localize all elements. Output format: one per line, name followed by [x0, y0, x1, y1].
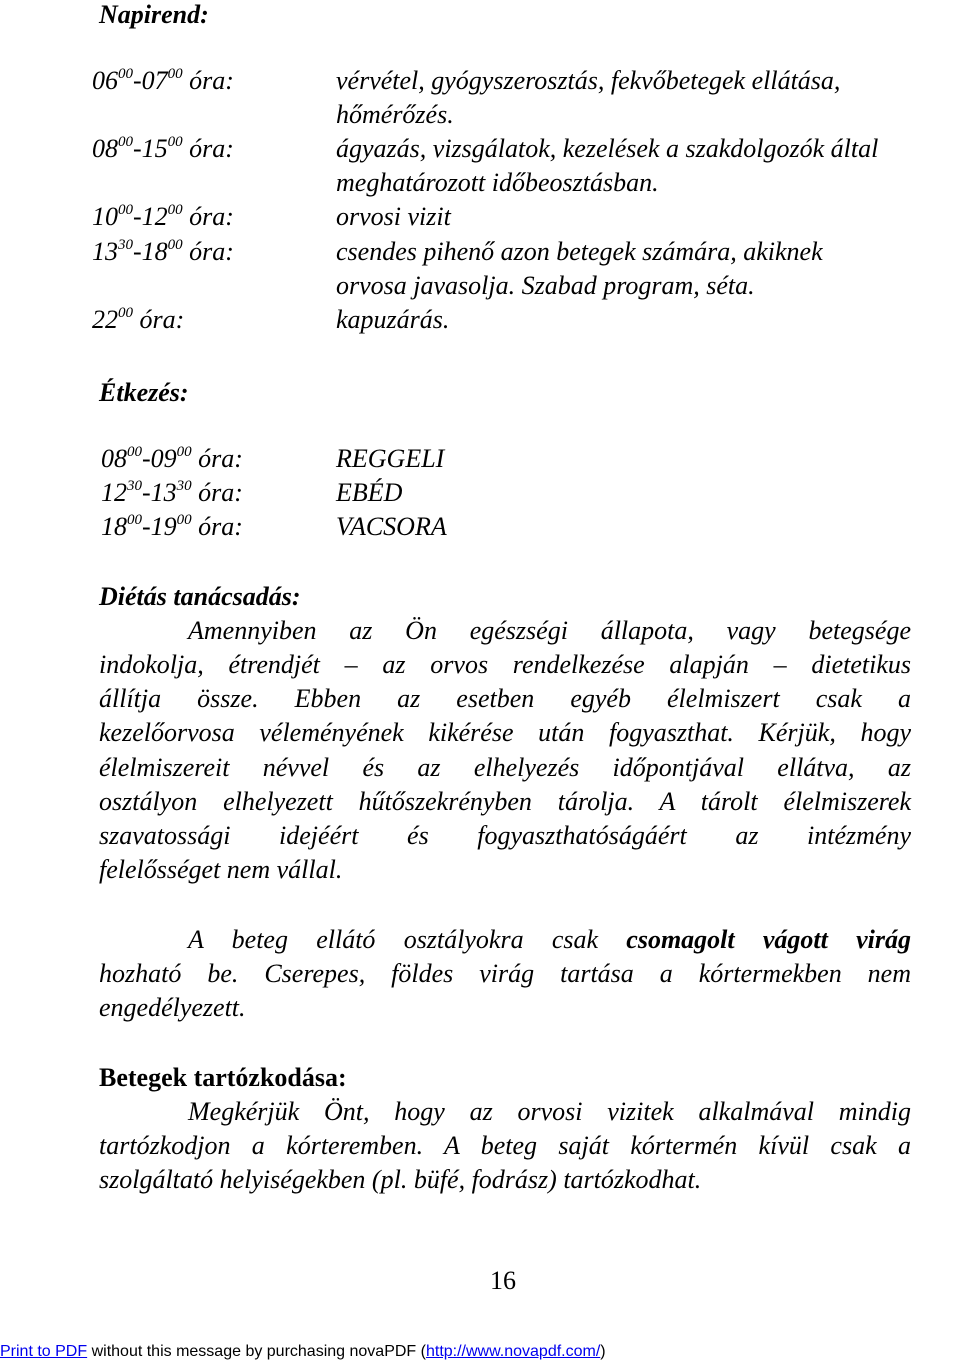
tartozkodas-heading: Betegek tartózkodása: [99, 1063, 347, 1092]
footer-message: without this message by purchasing novaPDF ( [87, 1343, 426, 1360]
dieta-line-7: felelősséget nem vállal. [99, 855, 343, 884]
dieta-line-4: élelmiszereit névvel és az elhelyezés időpontjával ellátva, az [99, 753, 911, 782]
etkezes-meal-0: REGGELI [336, 444, 445, 473]
napirend-heading: Napirend: [99, 0, 209, 29]
napirend-desc-0b: hőmérőzés. [336, 100, 454, 129]
virag-line-0: A beteg ellátó osztályokra csak csomagolt vágott virág [188, 925, 911, 954]
tartozkodas-line-2: szolgáltató helyiségekben (pl. büfé, fodrász) tartózkodhat. [99, 1165, 702, 1194]
virag-line-1: hozható be. Cserepes, földes virág tartása a kórtermekben nem [99, 959, 911, 988]
dieta-heading: Diétás tanácsadás: [99, 582, 301, 611]
virag-line-2: engedélyezett. [99, 993, 246, 1022]
page-number: 16 [490, 1266, 516, 1295]
napirend-desc-3a: csendes pihenő azon betegek számára, akiknek [336, 237, 823, 266]
etkezes-time-0: $08^{00}-09^{00}$ óra: [101, 444, 243, 473]
napirend-time-2: $10^{00}-12^{00}$ óra: [92, 202, 234, 231]
dieta-line-3: kezelőorvosa véleményének kikérése után fogyaszthat. Kérjük, hogy [99, 718, 911, 747]
etkezes-meal-2: VACSORA [336, 512, 447, 541]
tartozkodas-line-1: tartózkodjon a kórteremben. A beteg saját kórtermén kívül csak a [99, 1131, 911, 1160]
virag-emphasis: csomagolt vágott virág [626, 925, 911, 954]
etkezes-time-1: $12^{30}-13^{30}$ óra: [101, 478, 243, 507]
napirend-desc-4a: kapuzárás. [336, 305, 450, 334]
dieta-line-2: állítja össze. Ebben az esetben egyéb élelmiszert csak a [99, 684, 911, 713]
napirend-desc-1a: ágyazás, vizsgálatok, kezelések a szakdolgozók által [336, 134, 879, 163]
napirend-desc-1b: meghatározott időbeosztásban. [336, 168, 659, 197]
napirend-desc-3b: orvosa javasolja. Szabad program, séta. [336, 271, 755, 300]
napirend-time-1: $08^{00}-15^{00}$ óra: [92, 134, 234, 163]
footer-close-paren: ) [600, 1343, 606, 1360]
etkezes-meal-1: EBÉD [336, 478, 403, 507]
novapdf-url-link[interactable]: http://www.novapdf.com/ [425, 1343, 601, 1360]
napirend-time-3: $13^{30}-18^{00}$ óra: [92, 237, 234, 266]
novapdf-footer [0, 1342, 606, 1362]
napirend-desc-2a: orvosi vizit [336, 202, 451, 231]
print-to-pdf-link[interactable]: Print to PDF [0, 1343, 88, 1360]
napirend-desc-0a: vérvétel, gyógyszerosztás, fekvőbetegek ellátása, [336, 66, 841, 95]
napirend-time-4: $22^{00}$ óra: [92, 305, 185, 334]
tartozkodas-line-0: Megkérjük Önt, hogy az orvosi vizitek alkalmával mindig [188, 1097, 911, 1126]
etkezes-time-2: $18^{00}-19^{00}$ óra: [101, 512, 243, 541]
dieta-line-5: osztályon elhelyezett hűtőszekrényben tárolja. A tárolt élelmiszerek [99, 787, 911, 816]
etkezes-heading: Étkezés: [99, 378, 189, 407]
dieta-line-1: indokolja, étrendjét – az orvos rendelkezése alapján – dietetikus [99, 650, 911, 679]
dieta-line-0: Amennyiben az Ön egészségi állapota, vagy betegsége [188, 616, 911, 645]
dieta-line-6: szavatossági idejéért és fogyaszthatóságáért az intézmény [99, 821, 911, 850]
napirend-time-0: $06^{00}-07^{00}$ óra: [92, 66, 234, 95]
